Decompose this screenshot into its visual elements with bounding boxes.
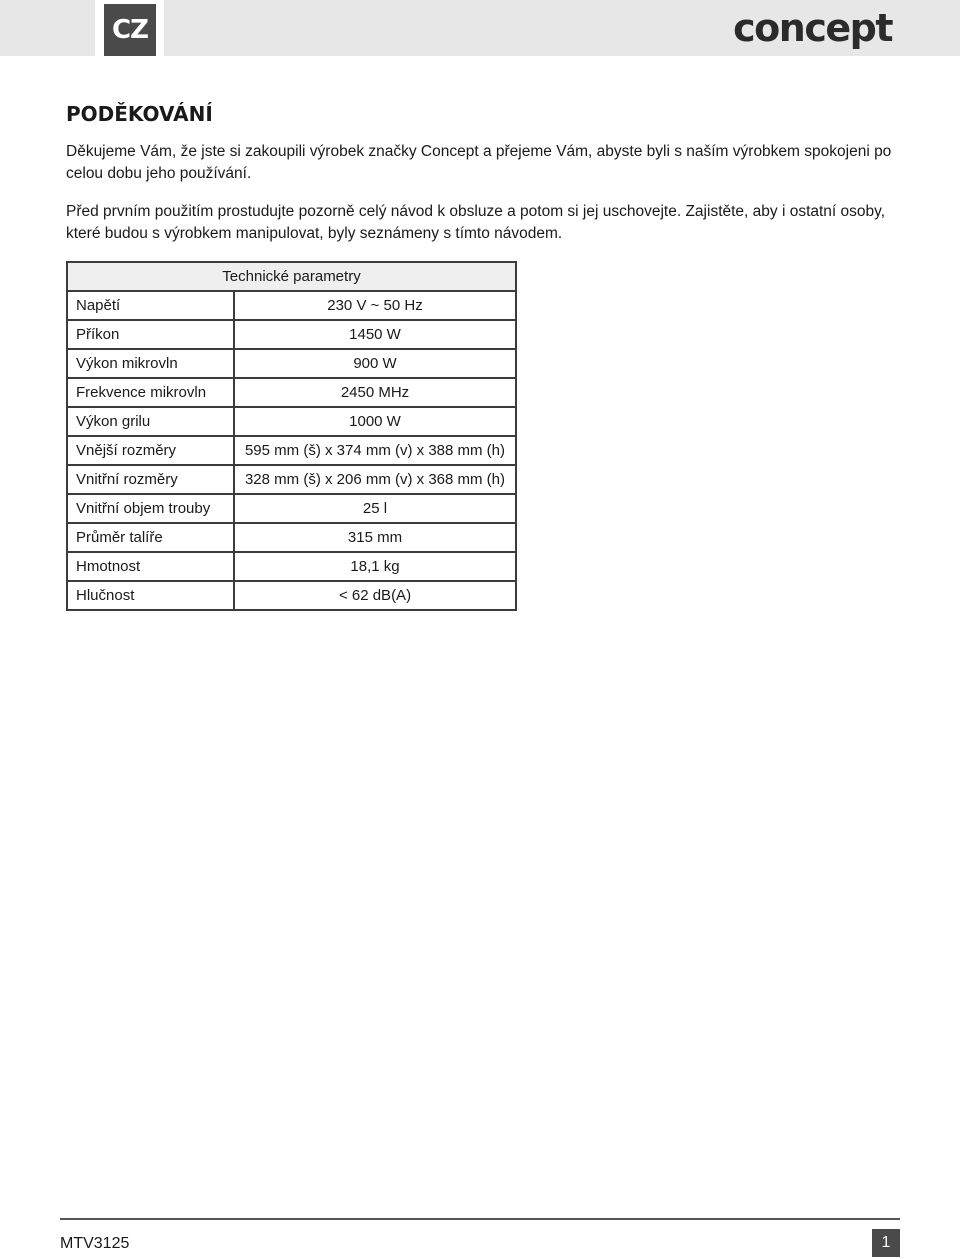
table-row <box>67 436 516 465</box>
table-row <box>67 552 516 581</box>
param-value: 18,1 kg <box>234 552 516 581</box>
table-row <box>67 349 516 378</box>
page-number: 1 <box>872 1229 900 1257</box>
param-value: 315 mm <box>234 523 516 552</box>
param-label: Výkon mikrovln <box>67 349 234 378</box>
param-value: 1000 W <box>234 407 516 436</box>
table-row <box>67 407 516 436</box>
table-row <box>67 523 516 552</box>
param-label: Frekvence mikrovln <box>67 378 234 407</box>
param-label: Vnitřní rozměry <box>67 465 234 494</box>
table-row <box>67 320 516 349</box>
intro-paragraph: Děkujeme Vám, že jste si zakoupili výrobek značky Concept a přejeme Vám, abyste byli s naším výrobkem spokojeni po celou dobu jeho používání. <box>66 143 892 182</box>
table-header-row <box>67 262 516 291</box>
header-band-right <box>164 0 960 56</box>
table-row <box>67 378 516 407</box>
table-row <box>67 291 516 320</box>
param-label: Průměr talíře <box>67 523 234 552</box>
technical-parameters-table <box>66 261 517 611</box>
param-label: Vnitřní objem trouby <box>67 494 234 523</box>
param-label: Příkon <box>67 320 234 349</box>
model-number: MTV3125 <box>60 1235 130 1252</box>
param-value: < 62 dB(A) <box>234 581 516 610</box>
param-label: Hmotnost <box>67 552 234 581</box>
param-label: Hlučnost <box>67 581 234 610</box>
footer-divider <box>60 1218 900 1220</box>
header-band-left <box>0 0 95 56</box>
param-value: 328 mm (š) x 206 mm (v) x 368 mm (h) <box>234 465 516 494</box>
param-value: 2450 MHz <box>234 378 516 407</box>
param-label: Vnější rozměry <box>67 436 234 465</box>
table-row <box>67 465 516 494</box>
table-row <box>67 581 516 610</box>
table-header: Technické parametry <box>67 262 516 291</box>
page-title: PODĚKOVÁNÍ <box>66 102 213 126</box>
param-label: Výkon grilu <box>67 407 234 436</box>
param-value: 1450 W <box>234 320 516 349</box>
param-value: 595 mm (š) x 374 mm (v) x 388 mm (h) <box>234 436 516 465</box>
instructions-paragraph: Před prvním použitím prostudujte pozorně celý návod k obsluze a potom si jej uschovejte. Zajistěte, aby i ostatní osoby, které budou s výrobkem manipulovat, byly seznámeny s tímto návodem. <box>66 203 886 242</box>
param-label: Napětí <box>67 291 234 320</box>
param-value: 25 l <box>234 494 516 523</box>
param-value: 230 V ~ 50 Hz <box>234 291 516 320</box>
param-value: 900 W <box>234 349 516 378</box>
table-row <box>67 494 516 523</box>
language-badge: CZ <box>104 4 156 56</box>
brand-logo: concept <box>733 6 892 50</box>
